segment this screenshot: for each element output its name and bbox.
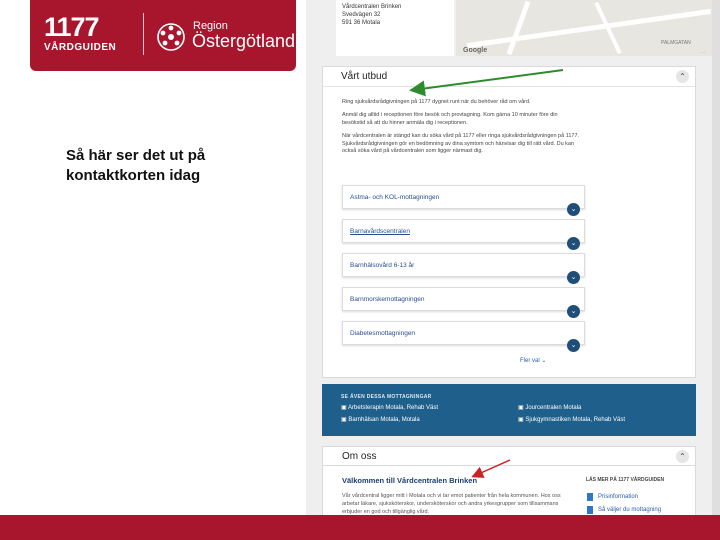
region-small-label: Region: [193, 20, 228, 32]
accordion-item-label: Astma- och KOL-mottagningen: [350, 194, 440, 201]
nearby-link[interactable]: ▣ Barnhälsan Motala, Motala: [341, 417, 420, 423]
nearby-link[interactable]: ▣ Jourcentralen Motala: [518, 405, 582, 411]
vart-utbud-card: [322, 66, 696, 378]
brand-number: 1177: [44, 12, 99, 42]
vart-utbud-header[interactable]: [323, 67, 695, 87]
om-oss-body: [322, 466, 696, 515]
address-line: Svedvägen 32: [342, 12, 381, 18]
vart-utbud-title: Vårt utbud: [341, 71, 388, 82]
address-box: [336, 0, 454, 56]
info-paragraph: Anmäl dig alltid i receptionen före besök och provtagning. Kom gärna 10 minuter före din besökstid så att du hinner anmäla dig i receptionen.: [342, 112, 558, 126]
accordion-item-label: Diabetesmottagningen: [350, 330, 416, 337]
accordion-item-label: Barnmorskemottagningen: [350, 296, 425, 303]
nearby-link-label: Sjukgymnastiken Motala, Rehab Väst: [525, 417, 626, 423]
website-screenshot: [306, 0, 712, 515]
nearby-heading: SE ÄVEN DESSA MOTTAGNINGAR: [341, 394, 432, 400]
document-icon: [587, 506, 593, 514]
document-icon: [587, 493, 593, 501]
accordion-item-astma-kol[interactable]: [342, 185, 585, 213]
brand-name: VÅRDGUIDEN: [44, 42, 117, 53]
om-oss-header[interactable]: [322, 446, 696, 466]
info-paragraph: Ring sjukvårdsrådgivningen på 1177 dygnet runt när du behöver råd om vård.: [342, 99, 531, 105]
map-footer: ·····: [699, 50, 706, 55]
chevron-down-icon[interactable]: ⌄: [567, 203, 580, 216]
side-strip: [712, 0, 720, 515]
accordion-item-bvc[interactable]: [342, 219, 585, 247]
chevron-down-icon[interactable]: ⌄: [567, 339, 580, 352]
slide-caption: Så här ser det ut på kontaktkorten idag: [66, 147, 206, 184]
logo-divider: [143, 13, 144, 55]
accordion-item-barnhalsovard[interactable]: [342, 253, 585, 281]
nearby-link[interactable]: ▣ Sjukgymnastiken Motala, Rehab Väst: [518, 417, 626, 423]
price-info-link[interactable]: Prisinformation: [598, 494, 639, 500]
map-street-label: PALMGATAN: [661, 40, 691, 46]
read-more-heading: LÄS MER PÅ 1177 VÅRDGUIDEN: [586, 477, 665, 483]
info-paragraph: När vårdcentralen är stängd kan du söka vård på 1177 eller ringa sjukvårdsrådgivningen på 1177. Sjukvårdsrådgivningen gör en bedömning av dina symtom och hänvisar dig till rätt vård. Du kan också söka vård på vårdcentralen som ligger närmast dig.: [342, 133, 580, 154]
welcome-heading: Välkommen till Vårdcentralen Brinken: [342, 476, 478, 485]
nearby-clinics-panel: [322, 384, 696, 436]
accordion-item-label[interactable]: Barnavårdscentralen: [350, 228, 410, 235]
nearby-link-label: Jourcentralen Motala: [525, 405, 582, 411]
more-options-label: Fler val: [520, 358, 540, 364]
logo-banner: [30, 0, 296, 71]
address-line: Vårdcentralen Brinken: [342, 4, 402, 10]
about-text: Vår vårdcentral ligger mitt i Motala och vi tar emot patienter från hela kommunen. Hos oss arbetar läkare, sjuksköterskor, undersköterskor och andra yrkesgrupper som tillsammans erbjuder en god och tillgänglig vård.: [342, 493, 561, 515]
nearby-link-label: Barnhälsan Motala, Motala: [348, 417, 420, 423]
chevron-down-icon[interactable]: ⌄: [567, 271, 580, 284]
accordion-item-label: Barnhälsovård 6-13 år: [350, 262, 415, 269]
chevron-down-icon[interactable]: ⌄: [567, 237, 580, 250]
chevron-up-icon[interactable]: ⌃: [676, 450, 689, 463]
location-map[interactable]: [456, 0, 712, 56]
choose-clinic-link[interactable]: Så väljer du mottagning: [598, 507, 662, 513]
footer-bar: [0, 515, 720, 540]
om-oss-title: Om oss: [342, 451, 377, 462]
region-name: Östergötland: [192, 31, 296, 51]
accordion-item-diabetes[interactable]: [342, 321, 585, 349]
nearby-link-label: Arbetsterapin Motala, Rehab Väst: [348, 405, 439, 411]
nearby-link[interactable]: ▣ Arbetsterapin Motala, Rehab Väst: [341, 405, 439, 411]
chevron-up-icon[interactable]: ⌃: [676, 70, 689, 83]
address-line: 591 36 Motala: [342, 20, 381, 26]
google-logo: Google: [463, 47, 488, 54]
map-road: [507, 1, 531, 55]
more-options-link[interactable]: Fler val ⌄: [520, 358, 547, 364]
chevron-down-icon[interactable]: ⌄: [567, 305, 580, 318]
accordion-item-barnmorska[interactable]: [342, 287, 585, 315]
region-emblem-icon: [154, 20, 188, 54]
